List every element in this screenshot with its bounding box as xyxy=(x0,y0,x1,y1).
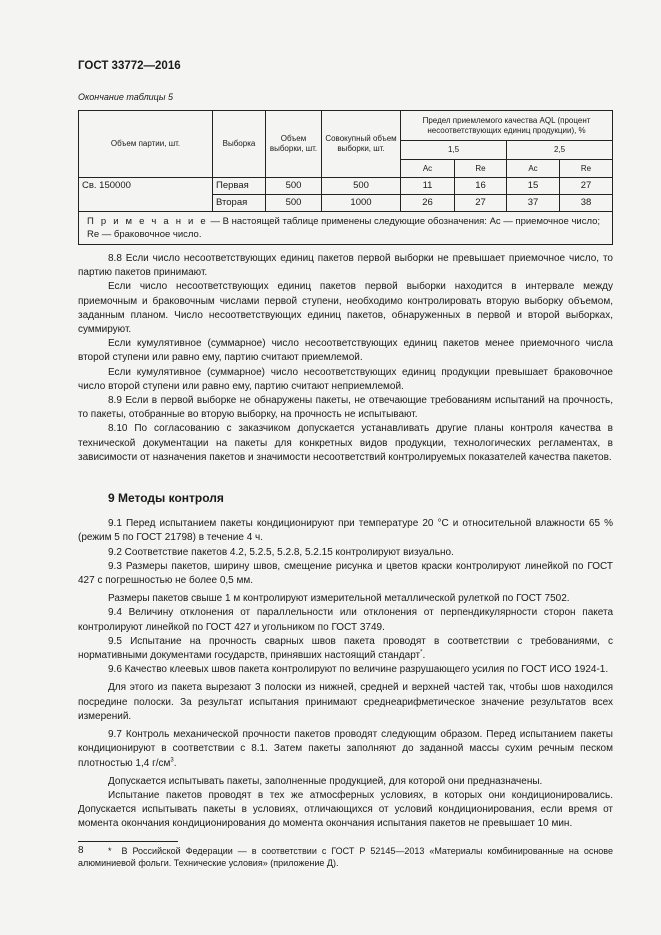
cell-size: 500 xyxy=(266,195,322,212)
table-row xyxy=(79,178,613,195)
header-re-1: Re xyxy=(455,160,507,178)
header-ac-2: Ac xyxy=(507,160,560,178)
superscript-3: 3 xyxy=(170,757,174,764)
col-header-sample: Выборка xyxy=(213,111,266,178)
cell-ac2: 15 xyxy=(507,178,560,195)
paragraph: 9.3 Размеры пакетов, ширину швов, смещение рисунка и цветов краски контролируют линейкой по ГОСТ 427 с погрешностью не более 0,5 мм. xyxy=(78,560,613,587)
paragraph: Для этого из пакета вырезают 3 полоски из нижней, средней и верхней частей так, чтобы шов находился посредине полоски. За результат испытания принимают среднеарифметическое значение результатов всех измерений. xyxy=(78,682,613,722)
paragraph: 9.1 Перед испытанием пакеты кондиционируют при температуре 20 °С и относительной влажности 65 % (режим 5 по ГОСТ 21798) в течение 4 ч. xyxy=(78,518,613,544)
footnote-text: В Российской Федерации — в соответствии с ГОСТ Р 52145—2013 «Материалы комбинированные на основе алюминиевой фольги. Технические условия» (приложение Д). xyxy=(78,845,613,869)
cell-lot: Св. 150000 xyxy=(79,178,213,195)
cell-ac1: 26 xyxy=(401,195,455,212)
col-header-lot: Объем партии, шт. xyxy=(79,111,213,178)
cell-size: 500 xyxy=(266,178,322,195)
table-caption: Окончание таблицы 5 xyxy=(78,92,173,102)
paragraph-with-footnote-ref xyxy=(78,635,613,663)
col-header-total: Совокупный объем выборки, шт. xyxy=(322,111,401,178)
cell-total: 500 xyxy=(322,178,401,195)
period: . xyxy=(173,757,177,769)
paragraph: Если число несоответствующих единиц пакетов первой выборки находится в интервале между приемочным и браковочным числами первой ступени, необходимо контролировать вторую выборку объемом, заданным планом. Число несоответствующих единиц пакетов, обнаруженных в первой и второй выборках, суммируют. xyxy=(78,281,613,336)
aql-level-1: 1,5 xyxy=(401,141,507,160)
footnote-divider xyxy=(78,841,178,842)
body-text xyxy=(78,252,613,870)
paragraph-with-superscript xyxy=(78,728,613,771)
paragraph: 9.4 Величину отклонения от параллельности или отклонения от перпендикулярности сторон пакета контролируют линейкой по ГОСТ 427 и угольником по ГОСТ 3749. xyxy=(78,607,613,633)
footnote xyxy=(78,845,613,870)
cell-total: 1000 xyxy=(322,195,401,212)
cell-lot xyxy=(79,195,213,212)
paragraph: Если кумулятивное (суммарное) число несоответствующих единиц пакетов менее приемочного числа второй ступени или равно ему, партию считают приемлемой. xyxy=(78,338,613,364)
footnote-ref: * xyxy=(420,649,423,656)
paragraph: 9.6 Качество клеевых швов пакета контролируют по величине разрушающего усилия по ГОСТ ИСО 1924-1. xyxy=(108,664,609,676)
cell-sample: Первая xyxy=(213,178,266,195)
cell-sample: Вторая xyxy=(213,195,266,212)
paragraph: 8.9 Если в первой выборке не обнаружены пакеты, не отвечающие требованиям испытаний на прочность, то пакеты, отобранные во вторую выборку, на прочность не испытывают. xyxy=(78,395,613,421)
paragraph-text: 9.5 Испытание на прочность сварных швов пакета проводят в соответствии с требованиями, с нормативными документами государств, принявших настоящий стандарт xyxy=(78,635,613,662)
paragraph: Испытание пакетов проводят в тех же атмосферных условиях, в которых они кондиционировались. Допускается испытывать пакеты в условиях, отличающихся от условий кондиционирования, если время от момента окончания кондиционирования до момента окончания испытания пакетов не превышает 10 мин. xyxy=(78,789,613,830)
footnote-mark: * xyxy=(108,845,112,856)
paragraph: 9.2 Соответствие пакетов 4.2, 5.2.5, 5.2.8, 5.2.15 контролируют визуально. xyxy=(108,546,454,558)
header-re-2: Re xyxy=(560,160,613,178)
paragraph: Допускается испытывать пакеты, заполненные продукцией, для которой они предназначены. xyxy=(108,775,543,787)
paragraph: Размеры пакетов свыше 1 м контролируют измерительной металлической рулеткой по ГОСТ 7502. xyxy=(108,593,570,605)
paragraph: 8.8 Если число несоответствующих единиц пакетов первой выборки не превышает приемочное число, то партию пакетов принимают. xyxy=(78,253,613,279)
table-row xyxy=(79,195,613,212)
cell-ac1: 11 xyxy=(401,178,455,195)
page-number: 8 xyxy=(78,845,84,856)
sampling-table xyxy=(78,110,613,245)
cell-re1: 27 xyxy=(455,195,507,212)
paragraph: Если кумулятивное (суммарное) число несоответствующих единиц продукции превышает браковочное число второй ступени или равно ему, партию считают неприемлемой. xyxy=(78,366,613,392)
period: . xyxy=(422,650,426,662)
paragraph-text: 9.7 Контроль механической прочности пакетов проводят следующим образом. Перед испытанием пакеты кондиционируют в соответствии с 8.1. Затем пакеты заполняют до заданной массы сухим речным песком плотностью 1,4 г/см xyxy=(78,729,613,769)
note-label: П р и м е ч а н и е xyxy=(87,216,208,227)
table-note xyxy=(79,212,613,245)
table-note-row xyxy=(79,212,613,245)
document-header: ГОСТ 33772—2016 xyxy=(78,60,181,72)
note-text: — В настоящей таблице применены следующие обозначения: Ac — приемочное число; Re — браковочное число. xyxy=(87,216,601,240)
cell-re2: 27 xyxy=(560,178,613,195)
header-ac-1: Ac xyxy=(401,160,455,178)
aql-level-2: 2,5 xyxy=(507,141,613,160)
cell-ac2: 37 xyxy=(507,195,560,212)
cell-re2: 38 xyxy=(560,195,613,212)
col-header-size: Объем выборки, шт. xyxy=(266,111,322,178)
paragraph: 8.10 По согласованию с заказчиком допускается устанавливать другие планы контроля качества в технической документации на пакеты для конкретных видов продукции, технологических регламентах, в зависимости от назначения пакетов и значимости несоответствий контролируемых показателей качества пакетов. xyxy=(78,423,613,463)
col-header-aql: Предел приемлемого качества AQL (процент несоответствующих единиц продукции), % xyxy=(401,111,613,141)
section-title: 9 Методы контроля xyxy=(108,491,224,506)
cell-re1: 16 xyxy=(455,178,507,195)
